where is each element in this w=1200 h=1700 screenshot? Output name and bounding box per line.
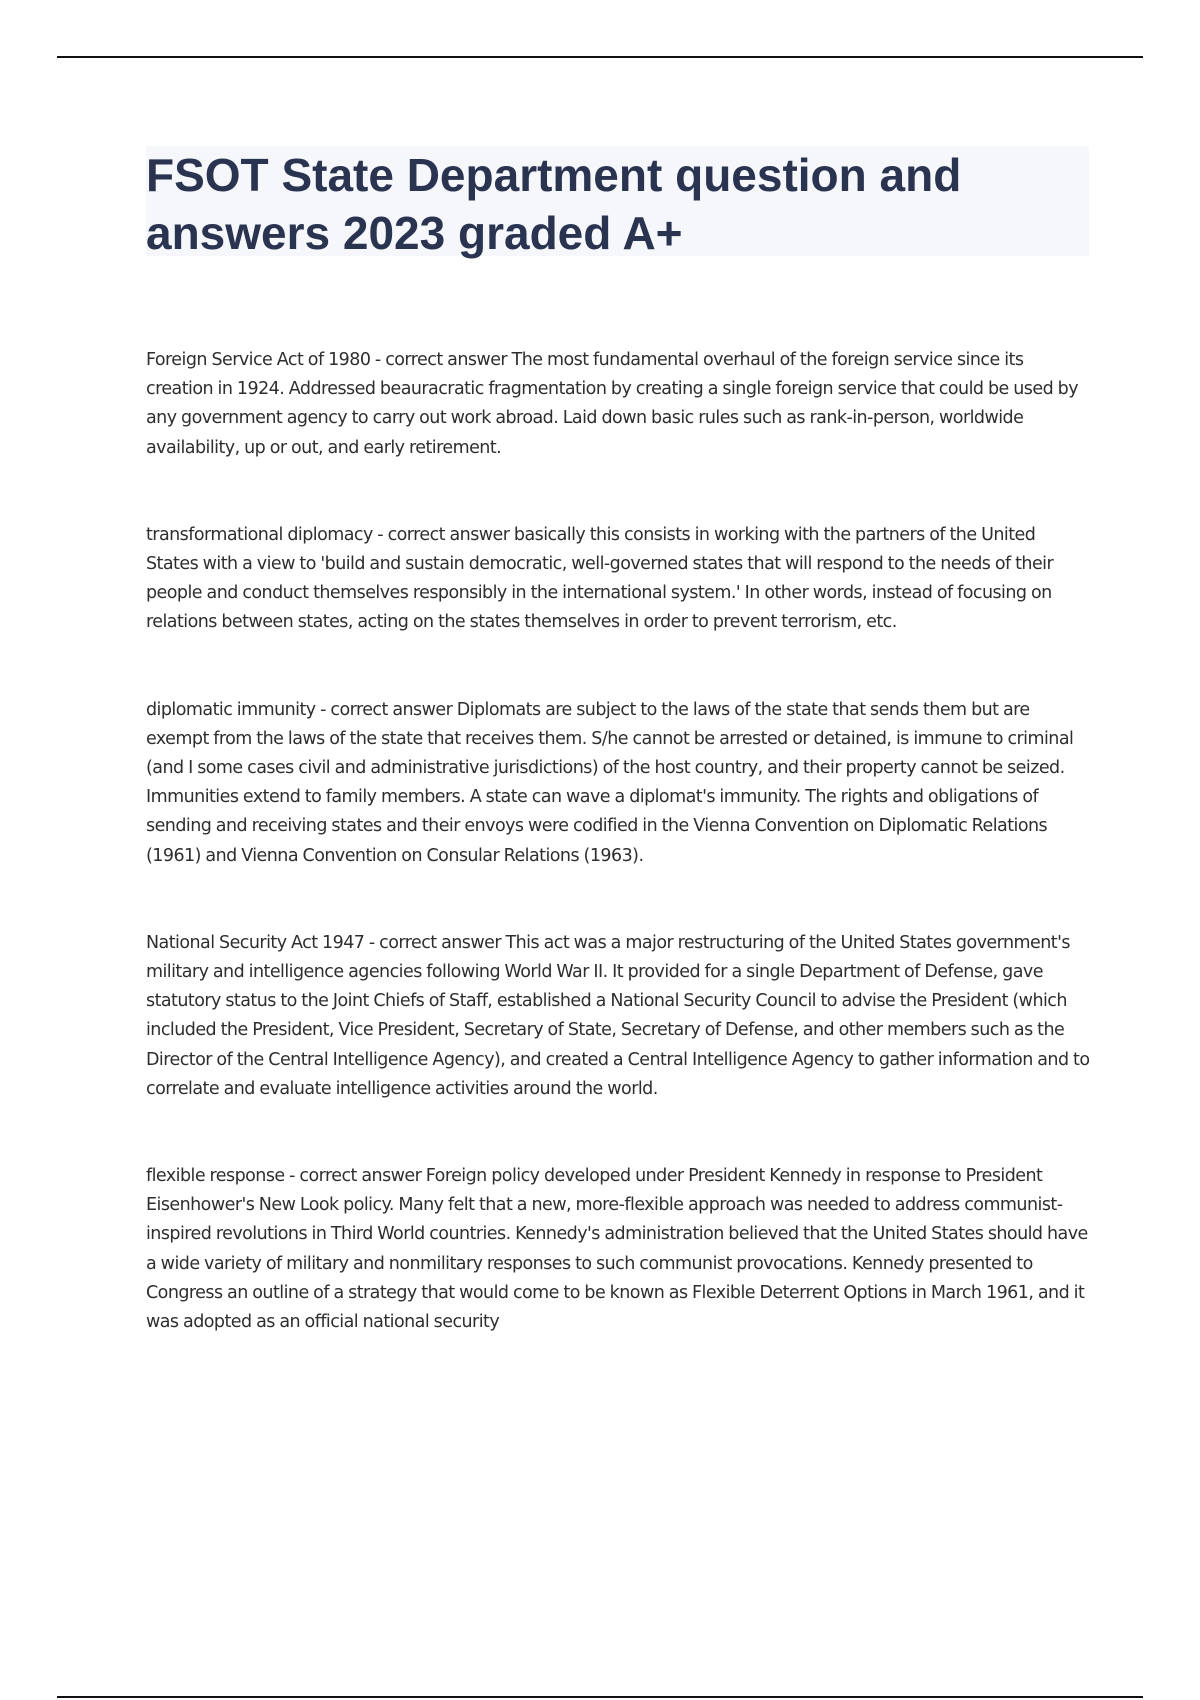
- entry-diplomatic-immunity: diplomatic immunity - correct answer Diplomats are subject to the laws of the state that sends them but are exempt from the laws of the state that receives them. S/he cannot be arrested or detained, is immune to criminal (and I some cases civil and administrative jurisdictions) of the host country, and their property cannot be seized. Immunities extend to family members. A state can wave a diplomat's immunity. The rights and obligations of sending and receiving states and their envoys were codified in the Vienna Convention on Diplomatic Relations (1961) and Vienna Convention on Consular Relations (1963).: [146, 699, 1074, 866]
- entry-flexible-response: flexible response - correct answer Foreign policy developed under President Kennedy in response to President Eisenhower's New Look policy. Many felt that a new, more-flexible approach was needed to address communist-inspired revolutions in Third World countries. Kennedy's administration believed that the United States should have a wide variety of military and nonmilitary responses to such communist provocations. Kennedy presented to Congress an outline of a strategy that would come to be known as Flexible Deterrent Options in March 1961, and it was adopted as an official national security: [146, 1166, 1088, 1333]
- entry-national-security-act: National Security Act 1947 - correct answer This act was a major restructuring of the United States government's military and intelligence agencies following World War II. It provided for a single Department of Defense, gave statutory status to the Joint Chiefs of Staff, established a National Security Council to advise the President (which included the President, Vice President, Secretary of State, Secretary of Defense, and other members such as the Director of the Central Intelligence Agency), and created a Central Intelligence Agency to gather information and to correlate and evaluate intelligence activities around the world.: [146, 932, 1090, 1099]
- title-line-1: FSOT State Department question and: [146, 149, 962, 201]
- entry-foreign-service-act: Foreign Service Act of 1980 - correct answer The most fundamental overhaul of the foreign service since its creation in 1924. Addressed beauracratic fragmentation by creating a single foreign service that could be used by any government agency to carry out work abroad. Laid down basic rules such as rank-in-person, worldwide availability, up or out, and early retirement.: [146, 350, 1078, 458]
- document-title: [146, 146, 961, 262]
- title-block: [146, 146, 1089, 259]
- entry-transformational-diplomacy: transformational diplomacy - correct answer basically this consists in working with the partners of the United States with a view to 'build and sustain democratic, well-governed states that will respond to the needs of their people and conduct themselves responsibly in the international system.' In other words, instead of focusing on relations between states, acting on the states themselves in order to prevent terrorism, etc.: [146, 524, 1054, 633]
- entries-list: [146, 346, 1090, 1337]
- title-line-2: answers 2023 graded A+: [146, 207, 683, 259]
- bottom-rule: [57, 1696, 1143, 1698]
- top-rule: [57, 56, 1143, 58]
